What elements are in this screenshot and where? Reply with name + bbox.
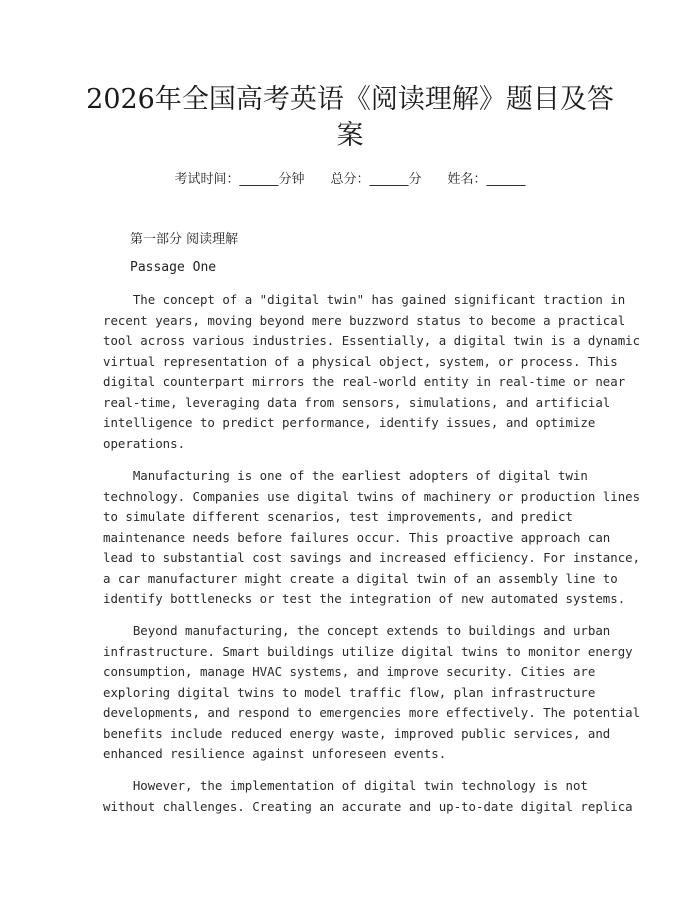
section-heading: 第一部分 阅读理解 (130, 232, 239, 247)
paragraph-line: operations. (103, 435, 186, 451)
paragraph-line: benefits include reduced energy waste, improved public services, and (103, 725, 611, 741)
paragraph-line: maintenance needs before failures occur. This proactive approach can (103, 529, 611, 545)
paragraph-line: Manufacturing is one of the earliest adopters of digital twin (103, 468, 588, 483)
paragraph-line: consumption, manage HVAC systems, and improve security. Cities are (103, 664, 596, 679)
paragraph-line: recent years, moving beyond mere buzzword status to become a practical (103, 312, 626, 328)
student-name-label: 姓名：______ (447, 172, 526, 187)
passage-heading: Passage One (130, 260, 217, 275)
paragraph-line: Beyond manufacturing, the concept extends to buildings and urban (103, 623, 611, 638)
paragraph-line: developments, and respond to emergencies more effectively. The potential (103, 705, 641, 720)
paragraph-line: The concept of a "digital twin" has gained significant traction in (103, 292, 626, 307)
exam-info-row (0, 168, 700, 187)
paragraph-line: without challenges. Creating an accurate and up-to-date digital replica (103, 798, 633, 814)
title-line-2: 案 (336, 120, 364, 151)
paragraph-1 (103, 290, 641, 454)
paragraph-line: digital counterpart mirrors the real-world entity in real-time or near (103, 374, 626, 389)
paragraph-line: infrastructure. Smart buildings utilize digital twins to monitor energy (103, 643, 633, 659)
paragraph-line: identify bottlenecks or test the integration of new automated systems. (103, 591, 626, 606)
title-line-1: 2026年全国高考英语《阅读理解》题目及答 (86, 84, 614, 115)
paragraph-line: real-time, leveraging data from sensors, simulations, and artificial (103, 394, 611, 410)
paragraph-line: a car manufacturer might create a digital twin of an assembly line to (103, 570, 618, 586)
paragraph-line: However, the implementation of digital twin technology is not (103, 778, 588, 793)
paragraph-line: to simulate different scenarios, test improvements, and predict (103, 509, 573, 524)
paragraph-line: tool across various industries. Essentially, a digital twin is a dynamic (103, 333, 641, 348)
total-score-label: 总分：______分 (330, 172, 422, 187)
paragraph-line: enhanced resilience against unforeseen events. (103, 746, 447, 761)
paragraph-line: lead to substantial cost savings and increased efficiency. For instance, (103, 550, 641, 565)
paragraph-2 (103, 466, 641, 610)
exam-time-label: 考试时间：______分钟 (174, 172, 305, 187)
paragraph-line: technology. Companies use digital twins of machinery or production lines (103, 488, 641, 504)
paragraph-line: exploring digital twins to model traffic flow, plan infrastructure (103, 684, 596, 700)
document-title (60, 82, 640, 154)
paragraph-line: intelligence to predict performance, identify issues, and optimize (103, 415, 596, 430)
paragraph-line: virtual representation of a physical object, system, or process. This (103, 353, 618, 369)
paragraph-4 (103, 776, 633, 817)
paragraph-3 (103, 621, 641, 765)
